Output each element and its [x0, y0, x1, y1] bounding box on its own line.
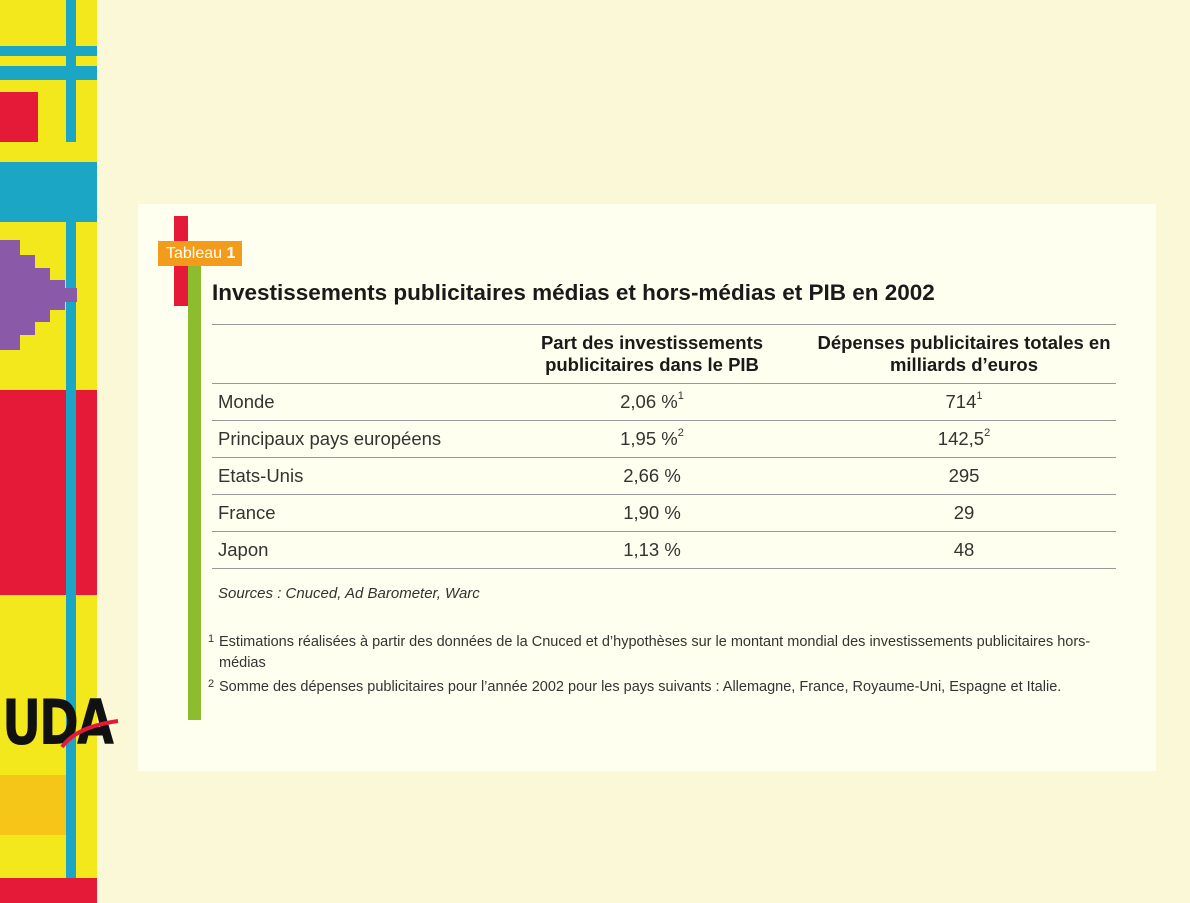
header-share: Part des investissements publicitaires dans le PIB	[492, 325, 812, 384]
share-value: 1,13 %	[623, 539, 681, 560]
row-share	[492, 384, 812, 421]
footnote	[208, 632, 1108, 674]
row-name: Monde	[212, 384, 492, 421]
footnote-ref: 1	[976, 389, 983, 402]
row-spend	[812, 384, 1116, 421]
sources-note: Sources : Cnuced, Ad Barometer, Warc	[218, 585, 480, 602]
row-share	[492, 458, 812, 495]
footnote-marker: 1	[208, 633, 215, 645]
share-value: 2,66 %	[623, 465, 681, 486]
row-name: Principaux pays européens	[212, 421, 492, 458]
table-row	[212, 421, 1116, 458]
decorative-strip	[0, 0, 97, 903]
footnote-marker: 2	[208, 678, 215, 690]
header-empty	[212, 325, 492, 384]
table-row	[212, 384, 1116, 421]
row-name: Etats-Unis	[212, 458, 492, 495]
row-share	[492, 495, 812, 532]
table-title: Investissements publicitaires médias et hors-médias et PIB en 2002	[212, 280, 935, 305]
row-spend	[812, 495, 1116, 532]
row-spend	[812, 458, 1116, 495]
table-tag-label: Tableau	[166, 245, 223, 262]
table-row	[212, 495, 1116, 532]
share-value: 2,06 %	[620, 391, 678, 412]
spend-value: 142,5	[937, 428, 985, 449]
table-row	[212, 458, 1116, 495]
footnote-text: Estimations réalisées à partir des données de la Cnuced et d’hypothèses sur le montant mondial des investissements publicitaires hors-médias	[219, 634, 1091, 671]
table-header-row	[212, 325, 1116, 384]
footnote	[208, 677, 1108, 698]
share-value: 1,95 %	[620, 428, 678, 449]
spend-value: 714	[945, 391, 977, 412]
footnote-ref: 1	[677, 389, 684, 402]
row-name: Japon	[212, 532, 492, 569]
footnote-text: Somme des dépenses publicitaires pour l’année 2002 pour les pays suivants : Allemagne, France, Royaume-Uni, Espagne et Italie.	[219, 679, 1062, 695]
data-table	[212, 324, 1116, 569]
footnote-ref: 2	[984, 426, 991, 439]
spend-value: 295	[948, 465, 980, 486]
table-tag	[158, 241, 242, 266]
share-value: 1,90 %	[623, 502, 681, 523]
spend-value: 48	[953, 539, 975, 560]
uda-logo	[0, 683, 130, 763]
swoosh-icon	[60, 711, 120, 751]
uda-logo-text: UDA	[2, 686, 112, 759]
footnote-ref: 2	[677, 426, 684, 439]
table-tag-number: 1	[226, 245, 236, 262]
row-spend	[812, 421, 1116, 458]
accent-bar-green	[188, 250, 201, 720]
row-share	[492, 421, 812, 458]
table-row	[212, 532, 1116, 569]
spend-value: 29	[953, 502, 975, 523]
row-spend	[812, 532, 1116, 569]
row-share	[492, 532, 812, 569]
header-spend: Dépenses publicitaires totales en milliards d’euros	[812, 325, 1116, 384]
row-name: France	[212, 495, 492, 532]
